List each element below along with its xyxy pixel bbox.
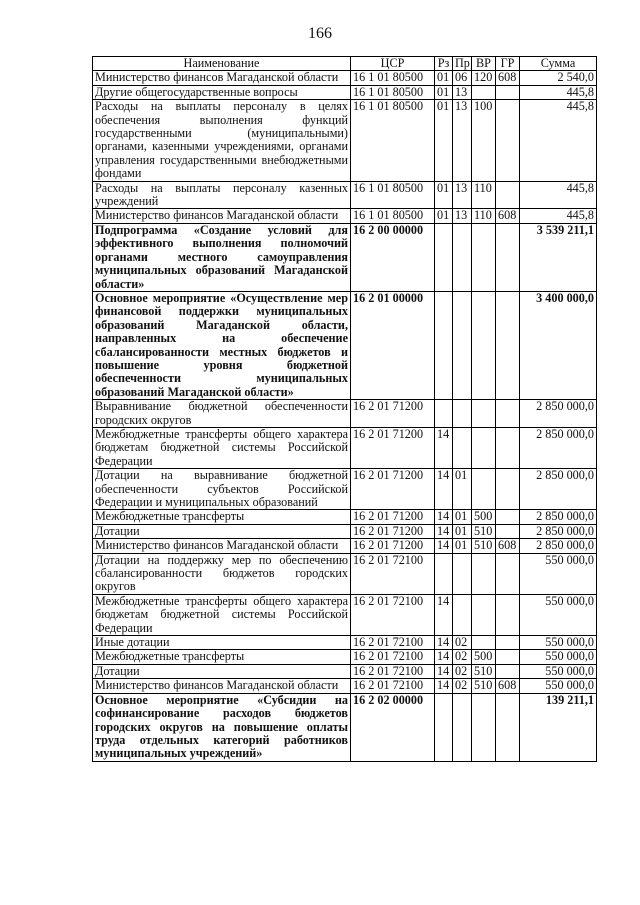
cell-name: Межбюджетные трансферты общего характера бюджетам бюджетной системы Российской Федерации bbox=[93, 594, 351, 635]
cell-rz: 01 bbox=[435, 85, 453, 99]
table-row bbox=[93, 650, 597, 664]
cell-rz: 01 bbox=[435, 181, 453, 209]
cell-pr bbox=[453, 693, 472, 761]
cell-pr: 01 bbox=[453, 510, 472, 524]
table-row bbox=[93, 209, 597, 223]
page-number: 166 bbox=[308, 25, 332, 42]
cell-pr: 02 bbox=[453, 664, 472, 678]
table-row bbox=[93, 510, 597, 524]
table-row bbox=[93, 524, 597, 538]
cell-sum: 445,8 bbox=[520, 181, 597, 209]
table-header-row bbox=[93, 57, 597, 71]
table-row bbox=[93, 469, 597, 510]
cell-rz bbox=[435, 291, 453, 399]
cell-gr bbox=[496, 636, 520, 650]
cell-gr bbox=[496, 510, 520, 524]
cell-vr: 510 bbox=[472, 664, 496, 678]
table-row bbox=[93, 85, 597, 99]
cell-sum: 550 000,0 bbox=[520, 679, 597, 693]
cell-name: Подпрограмма «Создание условий для эффективного выполнения полномочий органами местного самоуправления муниципальных образований Магаданской области» bbox=[93, 223, 351, 291]
cell-pr bbox=[453, 553, 472, 594]
cell-name: Выравнивание бюджетной обеспеченности городских округов bbox=[93, 400, 351, 428]
cell-csr: 16 2 01 71200 bbox=[351, 524, 435, 538]
cell-pr bbox=[453, 223, 472, 291]
cell-vr bbox=[472, 469, 496, 510]
cell-gr: 608 bbox=[496, 71, 520, 85]
cell-pr: 02 bbox=[453, 679, 472, 693]
cell-sum: 2 850 000,0 bbox=[520, 510, 597, 524]
cell-sum: 445,8 bbox=[520, 209, 597, 223]
header-rz: Рз bbox=[435, 57, 453, 71]
cell-pr: 01 bbox=[453, 524, 472, 538]
cell-vr: 110 bbox=[472, 181, 496, 209]
cell-name: Дотации bbox=[93, 524, 351, 538]
cell-sum: 445,8 bbox=[520, 100, 597, 181]
table-row bbox=[93, 693, 597, 761]
cell-name: Министерство финансов Магаданской области bbox=[93, 209, 351, 223]
cell-gr bbox=[496, 693, 520, 761]
cell-name: Министерство финансов Магаданской области bbox=[93, 71, 351, 85]
cell-name: Межбюджетные трансферты bbox=[93, 650, 351, 664]
cell-rz: 14 bbox=[435, 650, 453, 664]
table-row bbox=[93, 100, 597, 181]
table-row bbox=[93, 223, 597, 291]
cell-csr: 16 2 01 71200 bbox=[351, 510, 435, 524]
header-vr: ВР bbox=[472, 57, 496, 71]
cell-rz: 14 bbox=[435, 469, 453, 510]
cell-rz bbox=[435, 223, 453, 291]
cell-vr bbox=[472, 291, 496, 399]
cell-name: Межбюджетные трансферты общего характера бюджетам бюджетной системы Российской Федерации bbox=[93, 427, 351, 468]
table-row bbox=[93, 71, 597, 85]
cell-pr bbox=[453, 427, 472, 468]
header-sum: Сумма bbox=[520, 57, 597, 71]
cell-gr bbox=[496, 181, 520, 209]
header-csr: ЦСР bbox=[351, 57, 435, 71]
cell-name: Межбюджетные трансферты bbox=[93, 510, 351, 524]
cell-gr bbox=[496, 427, 520, 468]
cell-rz bbox=[435, 553, 453, 594]
cell-gr bbox=[496, 650, 520, 664]
table-row bbox=[93, 636, 597, 650]
cell-gr bbox=[496, 664, 520, 678]
header-name: Наименование bbox=[93, 57, 351, 71]
table-row bbox=[93, 539, 597, 553]
cell-pr: 01 bbox=[453, 469, 472, 510]
cell-gr bbox=[496, 469, 520, 510]
cell-rz: 14 bbox=[435, 539, 453, 553]
cell-vr bbox=[472, 636, 496, 650]
cell-csr: 16 2 01 71200 bbox=[351, 469, 435, 510]
cell-vr bbox=[472, 223, 496, 291]
cell-csr: 16 2 01 00000 bbox=[351, 291, 435, 399]
cell-gr bbox=[496, 524, 520, 538]
cell-pr: 02 bbox=[453, 650, 472, 664]
cell-vr bbox=[472, 85, 496, 99]
table-row bbox=[93, 427, 597, 468]
table-row bbox=[93, 553, 597, 594]
table-row bbox=[93, 291, 597, 399]
cell-name: Дотации на выравнивание бюджетной обеспеченности субъектов Российской Федерации и муниципальных образований bbox=[93, 469, 351, 510]
cell-rz: 14 bbox=[435, 594, 453, 635]
cell-sum: 550 000,0 bbox=[520, 553, 597, 594]
cell-rz: 14 bbox=[435, 510, 453, 524]
cell-vr: 500 bbox=[472, 650, 496, 664]
cell-rz: 14 bbox=[435, 679, 453, 693]
cell-name: Основное мероприятие «Субсидии на софинансирование расходов бюджетов городских округов на повышение оплаты труда отдельных категорий работников муниципальных учреждений» bbox=[93, 693, 351, 761]
cell-gr bbox=[496, 400, 520, 428]
cell-csr: 16 2 01 72100 bbox=[351, 664, 435, 678]
cell-csr: 16 2 01 72100 bbox=[351, 636, 435, 650]
cell-sum: 2 850 000,0 bbox=[520, 427, 597, 468]
cell-sum: 2 850 000,0 bbox=[520, 469, 597, 510]
cell-pr: 13 bbox=[453, 85, 472, 99]
cell-pr: 13 bbox=[453, 181, 472, 209]
cell-sum: 550 000,0 bbox=[520, 636, 597, 650]
cell-rz: 14 bbox=[435, 427, 453, 468]
cell-csr: 16 2 00 00000 bbox=[351, 223, 435, 291]
cell-name: Министерство финансов Магаданской области bbox=[93, 539, 351, 553]
cell-name: Другие общегосударственные вопросы bbox=[93, 85, 351, 99]
cell-vr bbox=[472, 693, 496, 761]
cell-rz: 01 bbox=[435, 209, 453, 223]
cell-gr bbox=[496, 594, 520, 635]
cell-sum: 2 850 000,0 bbox=[520, 400, 597, 428]
header-pr: Пр bbox=[453, 57, 472, 71]
cell-vr bbox=[472, 427, 496, 468]
cell-sum: 2 540,0 bbox=[520, 71, 597, 85]
cell-vr: 510 bbox=[472, 524, 496, 538]
cell-rz: 01 bbox=[435, 100, 453, 181]
cell-csr: 16 2 02 00000 bbox=[351, 693, 435, 761]
cell-gr: 608 bbox=[496, 539, 520, 553]
table-row bbox=[93, 181, 597, 209]
cell-sum: 550 000,0 bbox=[520, 664, 597, 678]
cell-vr: 100 bbox=[472, 100, 496, 181]
cell-name: Министерство финансов Магаданской области bbox=[93, 679, 351, 693]
cell-vr bbox=[472, 400, 496, 428]
cell-name: Основное мероприятие «Осуществление мер финансовой поддержки муниципальных образований Магаданской области, направленных на обеспечение сбалансированности местных бюджетов и повышение уровня бюджетной обеспеченности муниципальных образований Магаданской области» bbox=[93, 291, 351, 399]
cell-rz: 14 bbox=[435, 524, 453, 538]
table-row bbox=[93, 594, 597, 635]
cell-vr bbox=[472, 553, 496, 594]
cell-sum: 3 539 211,1 bbox=[520, 223, 597, 291]
cell-pr: 13 bbox=[453, 209, 472, 223]
cell-rz bbox=[435, 400, 453, 428]
cell-vr: 120 bbox=[472, 71, 496, 85]
cell-rz: 14 bbox=[435, 636, 453, 650]
cell-csr: 16 2 01 71200 bbox=[351, 539, 435, 553]
cell-sum: 550 000,0 bbox=[520, 650, 597, 664]
cell-gr bbox=[496, 85, 520, 99]
cell-vr: 510 bbox=[472, 539, 496, 553]
cell-csr: 16 2 01 71200 bbox=[351, 427, 435, 468]
cell-vr: 500 bbox=[472, 510, 496, 524]
cell-csr: 16 1 01 80500 bbox=[351, 209, 435, 223]
cell-csr: 16 1 01 80500 bbox=[351, 181, 435, 209]
cell-sum: 2 850 000,0 bbox=[520, 524, 597, 538]
table-row bbox=[93, 400, 597, 428]
cell-vr: 110 bbox=[472, 209, 496, 223]
header-gr: ГР bbox=[496, 57, 520, 71]
cell-vr: 510 bbox=[472, 679, 496, 693]
cell-pr: 13 bbox=[453, 100, 472, 181]
cell-rz: 01 bbox=[435, 71, 453, 85]
cell-sum: 445,8 bbox=[520, 85, 597, 99]
cell-gr bbox=[496, 291, 520, 399]
cell-pr: 06 bbox=[453, 71, 472, 85]
cell-pr: 01 bbox=[453, 539, 472, 553]
cell-csr: 16 1 01 80500 bbox=[351, 71, 435, 85]
cell-vr bbox=[472, 594, 496, 635]
table-row bbox=[93, 664, 597, 678]
cell-csr: 16 2 01 71200 bbox=[351, 400, 435, 428]
cell-csr: 16 2 01 72100 bbox=[351, 553, 435, 594]
cell-name: Дотации на поддержку мер по обеспечению сбалансированности бюджетов городских округов bbox=[93, 553, 351, 594]
cell-csr: 16 2 01 72100 bbox=[351, 650, 435, 664]
cell-rz: 14 bbox=[435, 664, 453, 678]
cell-gr: 608 bbox=[496, 209, 520, 223]
cell-sum: 3 400 000,0 bbox=[520, 291, 597, 399]
cell-csr: 16 1 01 80500 bbox=[351, 85, 435, 99]
cell-name: Дотации bbox=[93, 664, 351, 678]
cell-csr: 16 2 01 72100 bbox=[351, 679, 435, 693]
cell-pr bbox=[453, 400, 472, 428]
cell-sum: 2 850 000,0 bbox=[520, 539, 597, 553]
cell-pr bbox=[453, 291, 472, 399]
cell-gr bbox=[496, 553, 520, 594]
cell-name: Расходы на выплаты персоналу в целях обеспечения выполнения функций государственными (муниципальными) органами, казенными учреждениями, органами управления государственными внебюджетными фондами bbox=[93, 100, 351, 181]
cell-gr: 608 bbox=[496, 679, 520, 693]
cell-sum: 139 211,1 bbox=[520, 693, 597, 761]
cell-pr bbox=[453, 594, 472, 635]
cell-csr: 16 1 01 80500 bbox=[351, 100, 435, 181]
cell-name: Иные дотации bbox=[93, 636, 351, 650]
cell-sum: 550 000,0 bbox=[520, 594, 597, 635]
cell-name: Расходы на выплаты персоналу казенных учреждений bbox=[93, 181, 351, 209]
cell-rz bbox=[435, 693, 453, 761]
budget-table bbox=[92, 56, 597, 762]
cell-gr bbox=[496, 223, 520, 291]
cell-csr: 16 2 01 72100 bbox=[351, 594, 435, 635]
table-row bbox=[93, 679, 597, 693]
cell-pr: 02 bbox=[453, 636, 472, 650]
cell-gr bbox=[496, 100, 520, 181]
